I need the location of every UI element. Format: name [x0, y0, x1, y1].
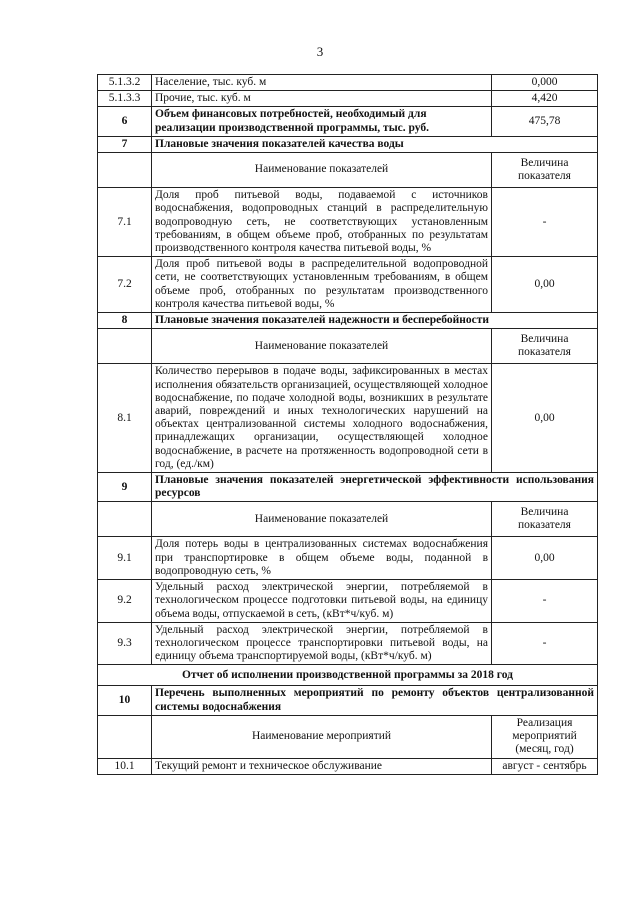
header-row [98, 329, 598, 364]
row-number: 9.2 [98, 580, 152, 623]
row-number: 9.1 [98, 537, 152, 580]
row-number: 10.1 [98, 758, 152, 774]
row-number: 5.1.3.3 [98, 91, 152, 107]
row-value: - [492, 622, 598, 665]
section-number: 10 [98, 686, 152, 715]
header-row [98, 502, 598, 537]
section-row [98, 473, 598, 502]
table-row [98, 622, 598, 665]
header-row [98, 153, 598, 188]
empty-cell [98, 715, 152, 758]
row-label: Удельный расход электрической энергии, потребляемой в технологическом процессе транспортировки питьевой воды, на единицу объема транспортируемой воды, (кВт*ч/куб. м) [152, 622, 492, 665]
row-number: 5.1.3.2 [98, 75, 152, 91]
report-row [98, 665, 598, 686]
row-value: 0,00 [492, 364, 598, 473]
section-row [98, 136, 598, 152]
empty-cell [98, 153, 152, 188]
row-number: 8.1 [98, 364, 152, 473]
column-header-name: Наименование показателей [152, 502, 492, 537]
section-title: Перечень выполненных мероприятий по ремонту объектов централизованной системы водоснабжения [152, 686, 598, 715]
section-number: 7 [98, 136, 152, 152]
table-row [98, 91, 598, 107]
row-label: Доля проб питьевой воды, подаваемой с источников водоснабжения, водопроводных станций в распределительную водопроводную сеть, не соответствующих установленным требованиям, в общем объеме проб, отобранных по результатам производственного контроля качества питьевой воды, % [152, 188, 492, 257]
row-value: - [492, 580, 598, 623]
header-row [98, 715, 598, 758]
row-label: Население, тыс. куб. м [152, 75, 492, 91]
column-header-value: Величина показателя [492, 502, 598, 537]
table-row [98, 537, 598, 580]
table-row [98, 75, 598, 91]
row-value: август - сентябрь [492, 758, 598, 774]
page-number: 3 [316, 44, 324, 59]
row-value: 475,78 [492, 107, 598, 136]
table-row [98, 758, 598, 774]
row-label: Прочие, тыс. куб. м [152, 91, 492, 107]
column-header-name: Наименование показателей [152, 329, 492, 364]
column-header-name: Наименование мероприятий [152, 715, 492, 758]
row-number: 6 [98, 107, 152, 136]
column-header-value: Реализация мероприятий (месяц, год) [492, 715, 598, 758]
table-row [98, 580, 598, 623]
row-number: 7.1 [98, 188, 152, 257]
row-number: 7.2 [98, 257, 152, 313]
row-value: 0,000 [492, 75, 598, 91]
row-value: 0,00 [492, 257, 598, 313]
report-title: Отчет об исполнении производственной программы за 2018 год [98, 665, 598, 686]
table-row [98, 257, 598, 313]
row-value: 4,420 [492, 91, 598, 107]
column-header-value: Величина показателя [492, 329, 598, 364]
row-label: Количество перерывов в подаче воды, зафиксированных в местах исполнения обязательств организацией, осуществляющей холодное водоснабжение, по подаче холодной воды, возникших в результате аварий, повреждений и иных технологических нарушений на объектах централизованной системы холодного водоснабжения, принадлежащих организации, осуществляющей холодное водоснабжение, в расчете на протяженность водопроводной сети в год, (ед./км) [152, 364, 492, 473]
empty-cell [98, 329, 152, 364]
section-row [98, 686, 598, 715]
table-row [98, 107, 598, 136]
section-row [98, 313, 598, 329]
table-row [98, 188, 598, 257]
row-label: Доля потерь воды в централизованных системах водоснабжения при транспортировке в общем объеме воды, поданной в водопроводную сеть, % [152, 537, 492, 580]
section-title: Плановые значения показателей надежности и бесперебойности [152, 313, 598, 329]
row-value: 0,00 [492, 537, 598, 580]
section-number: 9 [98, 473, 152, 502]
row-label: Текущий ремонт и техническое обслуживание [152, 758, 492, 774]
row-label: Доля проб питьевой воды в распределительной водопроводной сети, не соответствующих установленным требованиям, в общем объеме проб, отобранных по результатам производственного контроля качества питьевой воды, % [152, 257, 492, 313]
section-title: Плановые значения показателей энергетической эффективности использования ресурсов [152, 473, 598, 502]
row-label: Объем финансовых потребностей, необходимый для реализации производственной программы, тыс. руб. [152, 107, 492, 136]
program-table [97, 74, 598, 775]
empty-cell [98, 502, 152, 537]
section-number: 8 [98, 313, 152, 329]
table-row [98, 364, 598, 473]
row-value: - [492, 188, 598, 257]
section-title: Плановые значения показателей качества воды [152, 136, 598, 152]
row-label: Удельный расход электрической энергии, потребляемой в технологическом процессе подготовки питьевой воды, на единицу объема воды, отпускаемой в сеть, (кВт*ч/куб. м) [152, 580, 492, 623]
column-header-value: Величина показателя [492, 153, 598, 188]
row-number: 9.3 [98, 622, 152, 665]
column-header-name: Наименование показателей [152, 153, 492, 188]
